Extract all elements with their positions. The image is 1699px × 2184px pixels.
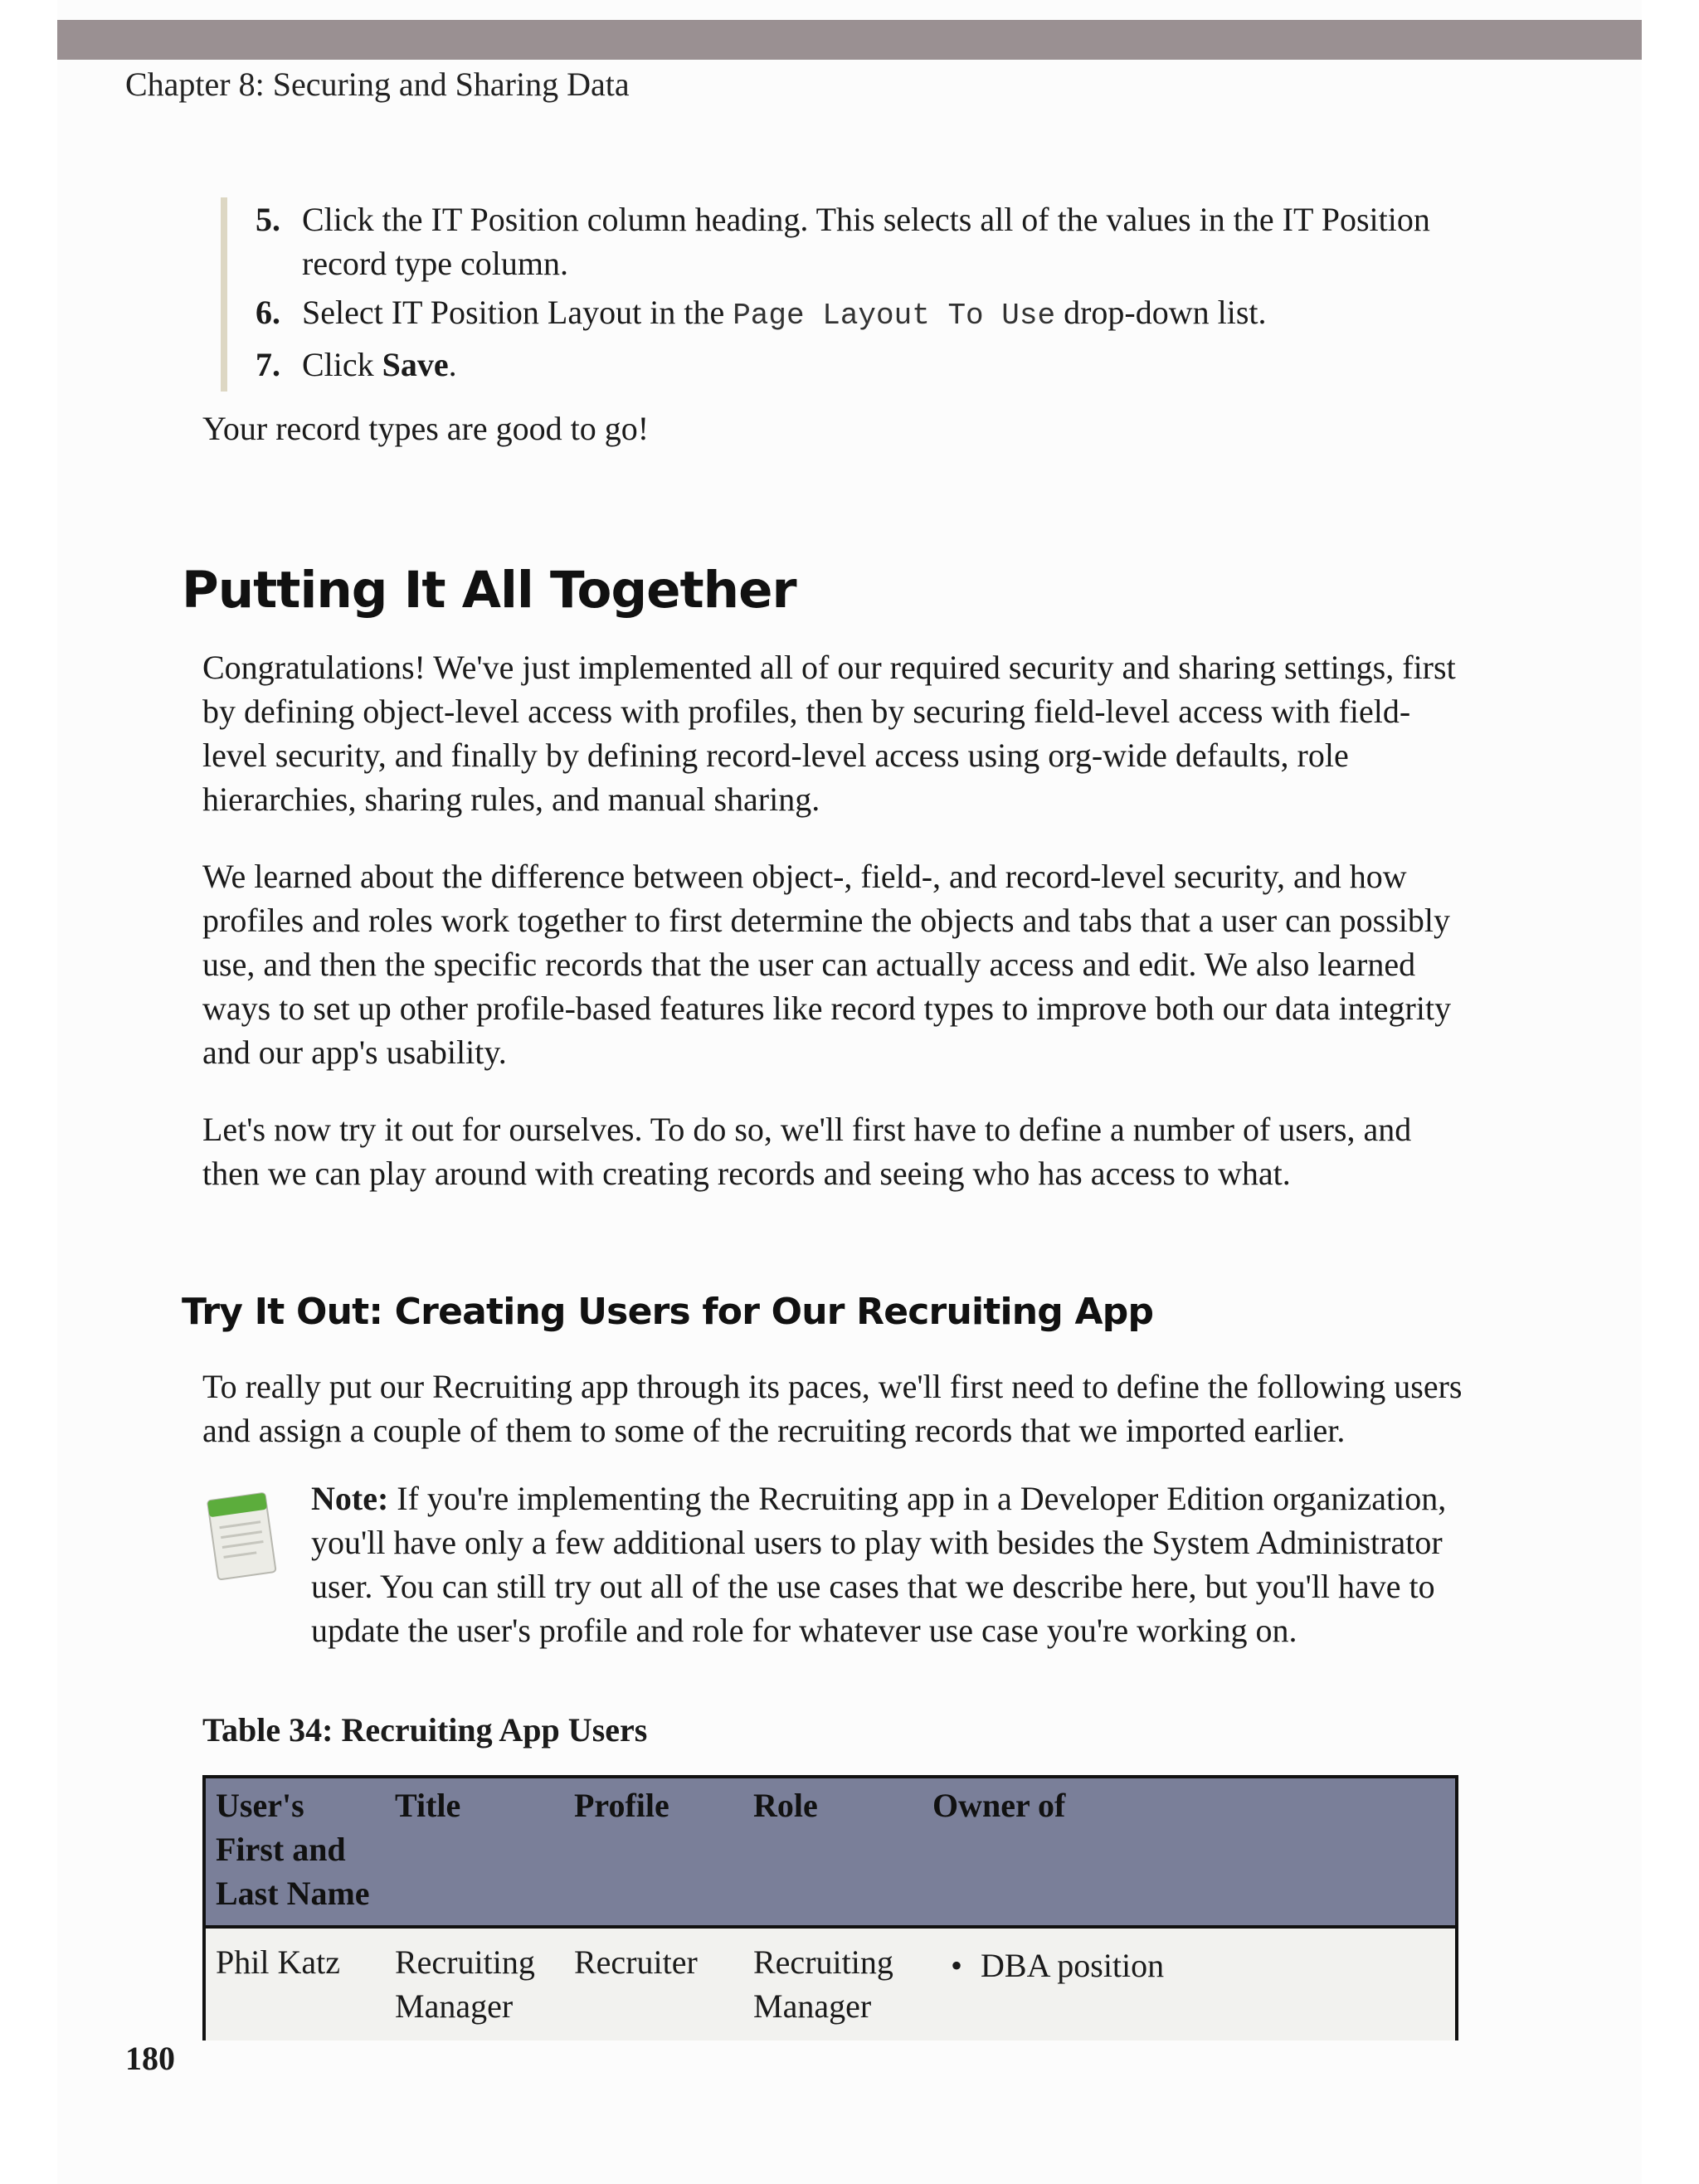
step-number: 7.: [256, 346, 280, 383]
step-item: [227, 197, 1521, 285]
note-body: If you're implementing the Recruiting app in a Developer Edition organization, you'll have only a few additional users to play with besides the System Administrator user. You can still try out all of the use cases that we describe here, but you'll have to update the user's profile and role for whatever use case you're working on.: [311, 1480, 1447, 1649]
closing-line: Your record types are good to go!: [202, 410, 650, 447]
step-text: Click the IT Position column heading. This selects all of the values in the IT Position record type column.: [302, 201, 1430, 282]
step-text-post: .: [448, 346, 457, 383]
list-item-text: DBA position: [981, 1947, 1165, 1984]
column-header: User's First and Last Name: [216, 1787, 370, 1912]
note-icon: [204, 1485, 280, 1583]
users-table: [202, 1775, 1458, 2041]
paragraph: Let's now try it out for ourselves. To do so, we'll first have to define a number of users, and then we can play around with creating records and seeing who has access to what.: [202, 1111, 1412, 1192]
running-head: Chapter 8: Securing and Sharing Data: [125, 66, 630, 103]
step-text: [302, 343, 1521, 387]
table-row: [206, 1929, 1455, 2040]
column-header: Role: [753, 1787, 818, 1824]
section-heading: Putting It All Together: [182, 561, 796, 620]
step-item: [227, 343, 1521, 387]
note-text: [311, 1476, 1468, 1652]
paragraph: To really put our Recruiting app through its paces, we'll first need to define the following users and assign a couple of them to some of the recruiting records that we imported earlier.: [202, 1368, 1463, 1449]
paragraph: Congratulations! We've just implemented all of our required security and sharing settings, first by defining object-level access with profiles, then by securing field-level access with field-level security, and finally by defining record-level access using org-wide defaults, role hierarchies, sharing rules, and manual sharing.: [202, 649, 1456, 818]
list-item: [932, 1940, 1445, 1987]
step-text: [302, 290, 1521, 338]
bold-text: Save: [382, 346, 449, 383]
table-cell: [923, 1929, 1455, 2040]
table-header-row: [206, 1778, 1455, 1929]
column-header: Profile: [574, 1787, 669, 1824]
paragraph: We learned about the difference between object-, field-, and record-level security, and how profiles and roles work together to first determine the objects and tabs that a user can possibly use, and then the specific records that the user can actually access and edit. We also learned ways to set up other profile-based features like record types to improve both our data integrity and our app's usability.: [202, 858, 1452, 1071]
table-cell: Recruiter: [574, 1943, 698, 1981]
code-text: Page Layout To Use: [733, 299, 1056, 333]
subsection-heading: Try It Out: Creating Users for Our Recruiting App: [182, 1291, 1154, 1333]
step-number: 5.: [256, 201, 280, 238]
step-text-pre: Select IT Position Layout in the: [302, 294, 733, 331]
step-item: [227, 290, 1521, 338]
column-header: Owner of: [932, 1787, 1066, 1824]
table-cell: Recruiting Manager: [395, 1943, 535, 2025]
header-bar: [57, 20, 1642, 60]
column-header: Title: [395, 1787, 461, 1824]
page-number: 180: [125, 2040, 175, 2077]
step-number: 6.: [256, 294, 280, 331]
table-title: Table 34: Recruiting App Users: [202, 1711, 648, 1749]
table-cell: Phil Katz: [216, 1943, 340, 1981]
numbered-steps: [221, 197, 1521, 392]
table-cell: Recruiting Manager: [753, 1943, 893, 2025]
note-label: Note:: [311, 1480, 389, 1517]
step-text-pre: Click: [302, 346, 382, 383]
bullet-icon: •: [950, 1947, 962, 1984]
step-text-post: drop-down list.: [1055, 294, 1267, 331]
